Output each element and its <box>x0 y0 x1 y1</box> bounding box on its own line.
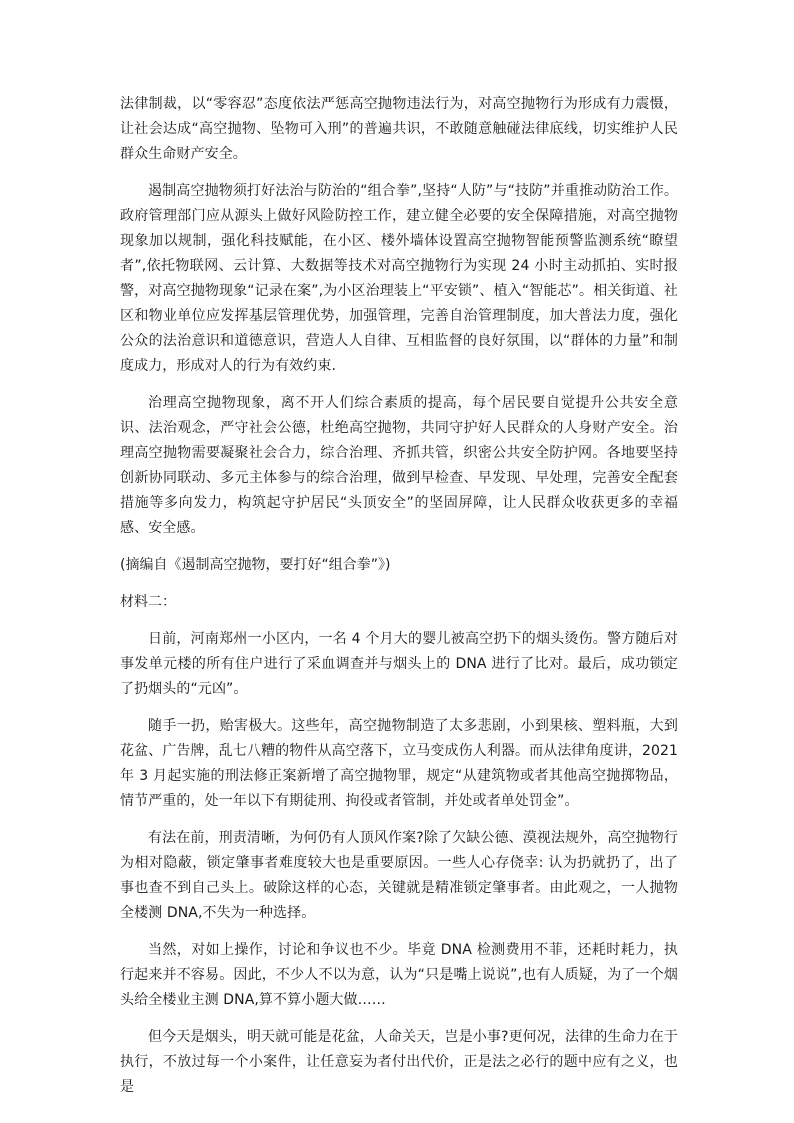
paragraph-8: 但今天是烟头，明天就可能是花盆，人命关天，岂是小事?更何况，法律的生命力在于执行，不放过每一个小案件，让任意妄为者付出代价，正是法之必行的题中应有之义，也是 <box>120 1029 678 1095</box>
document-page <box>120 92 678 1112</box>
source-citation: (摘编自《遏制高空抛物，要打好“组合拳”》) <box>120 557 391 573</box>
paragraph-2: 遏制高空抛物须打好法治与防治的“组合拳”,坚持“人防”与“技防”并重推动防治工作。政府管理部门应从源头上做好风险防控工作，建立健全必要的安全保障措施，对高空抛物现象加以规制，强化科技赋能，在小区、楼外墙体设置高空抛物智能预警监测系统“瞭望者”,依托物联网、云计算、大数据等技术对高空抛物行为实现 24 小时主动抓拍、实时报警，对高空抛物现象“记录在案”,为小区治理装上“平安锁”、植入“智能芯”。相关街道、社区和物业单位应发挥基层管理优势，加强管理，完善自治管理制度，加大普法力度，强化公众的法治意识和道德意识，营造人人自律、互相监督的良好氛围，以“群体的力量”和制度成力，形成对人的行为有效约束. <box>120 183 678 374</box>
paragraph-1: 法律制裁，以“零容忍”态度依法严惩高空抛物违法行为，对高空抛物行为形成有力震慑，让社会达成“高空抛物、坠物可入刑”的普遍共识，不敢随意触碰法律底线，切实维护人民群众生命财产安全。 <box>120 96 678 162</box>
material-two-heading: 材料二： <box>120 594 176 610</box>
paragraph-3: 治理高空抛物现象，离不开人们综合素质的提高，每个居民要自觉提升公共安全意识、法治观念，严守社会公德，杜绝高空抛物，共同守护好人民群众的人身财产安全。治理高空抛物需要凝聚社会合力，综合治理、齐抓共管，织密公共安全防护网。各地要坚持创新协同联动、多元主体参与的综合治理，做到早检查、早发现、早处理，完善安全配套措施等多向发力，构筑起守护居民“头顶安全”的坚固屏障，让人民群众收获更多的幸福感、安全感。 <box>120 395 678 536</box>
paragraph-4: 日前，河南郑州一小区内，一名 4 个月大的婴儿被高空扔下的烟头烫伤。警方随后对事发单元楼的所有住户进行了采血调查并与烟头上的 DNA 进行了比对。最后，成功锁定了扔烟头的“元凶”。 <box>120 631 678 697</box>
paragraph-7: 当然，对如上操作，讨论和争议也不少。毕竟 DNA 检测费用不菲，还耗时耗力，执行起来并不容易。因此，不少人不以为意，认为“只是嘴上说说”,也有人质疑，为了一个烟头给全楼业主测 DNA,算不算小题大做…… <box>120 942 678 1008</box>
paragraph-5: 随手一扔，贻害极大。这些年，高空抛物制造了太多悲剧，小到果核、塑料瓶，大到花盆、广告牌，乱七八糟的物件从高空落下，立马变成伤人利器。而从法律角度讲，2021 年 3 月起实施的刑法修正案新增了高空抛物罪，规定“从建筑物或者其他高空抛掷物品，情节严重的，处一年以下有期徒刑、拘役或者管制，并处或者单处罚金”。 <box>120 718 678 809</box>
paragraph-6: 有法在前，刑责清晰，为何仍有人顶风作案?除了欠缺公德、漠视法规外，高空抛物行为相对隐蔽，锁定肇事者难度较大也是重要原因。一些人心存侥幸: 认为扔就扔了，出了事也查不到自己头上。破除这样的心态，关键就是精准锁定肇事者。由此观之，一人抛物全楼测 DNA,不失为一种选择。 <box>120 830 678 921</box>
